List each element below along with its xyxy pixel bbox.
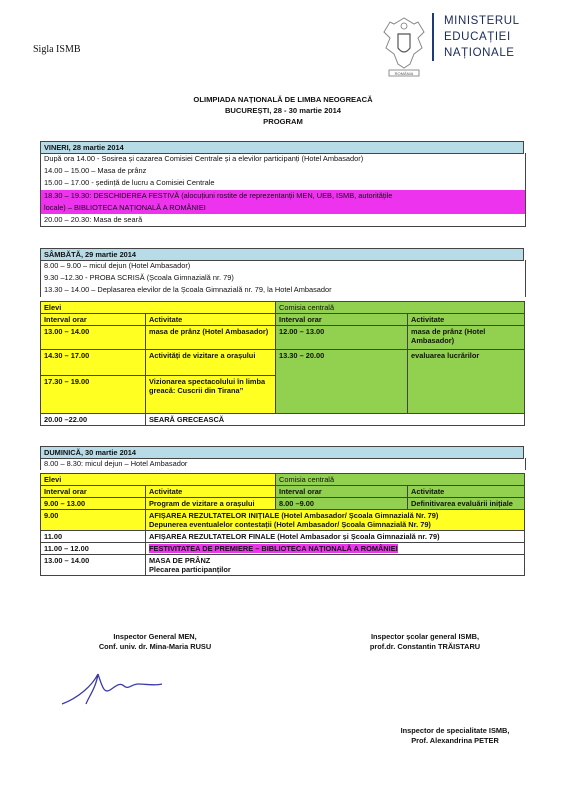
day3-schedule (40, 458, 526, 470)
handwritten-signature (58, 664, 178, 714)
left-signatory-title: Inspector General MEN, (113, 632, 197, 641)
day2-schedule (40, 260, 526, 297)
document-title (0, 94, 566, 127)
bottom-signatory-title: Inspector de specialitate ISMB, (400, 726, 510, 735)
day1-item-highlight: locale) – BIBLIOTECA NAȚIONALĂ A ROMÂNIEI (41, 202, 525, 214)
commission-activity: evaluarea lucrărilor (408, 350, 525, 414)
students-group-header: Elevi (41, 474, 276, 486)
col-interval-header: Interval orar (41, 314, 146, 326)
title-line-2: BUCUREȘTI, 28 - 30 martie 2014 (224, 106, 342, 115)
students-activity: Vizionarea spectacolului în limba greacă: Cuscrii din Tirana” (146, 376, 276, 414)
title-line-3: PROGRAM (263, 117, 303, 126)
appeals-line: Depunerea eventualelor contestații (Hotel Ambasador/ Școala Gimnazială Nr. 79) (149, 520, 431, 529)
day1-item: 14.00 – 15.00 – Masa de prânz (44, 166, 147, 176)
initial-results-activity (146, 510, 525, 531)
bottom-signatory-name: Prof. Alexandrina PETER (411, 736, 499, 745)
commission-activity: masa de prânz (Hotel Ambasador) (408, 326, 525, 350)
students-time: 13.00 – 14.00 (41, 326, 146, 350)
students-activity: Activități de vizitare a orașului (146, 350, 276, 376)
evening-time: 20.00 –22.00 (41, 414, 146, 426)
day2-item: 9.30 –12.30 - PROBA SCRISĂ (Școala Gimnazială nr. 79) (44, 273, 234, 283)
signature-block-left (60, 632, 250, 652)
col-interval-header: Interval orar (276, 314, 408, 326)
day2-program-table (40, 301, 525, 426)
commission-group-header: Comisia centrală (276, 474, 525, 486)
sigla-placeholder: Sigla ISMB (33, 44, 81, 55)
ministry-line-3: NAȚIONALE (444, 47, 515, 59)
ministry-name (432, 13, 520, 61)
students-time: 9.00 – 13.00 (41, 498, 146, 510)
title-line-1: OLIMPIADA NAȚIONALĂ DE LIMBA NEOGREACĂ (193, 95, 373, 104)
right-signatory-title: Inspector școlar general ISMB, (370, 632, 480, 641)
left-signatory-name: Conf. univ. dr. Mina-Maria RUSU (98, 642, 212, 651)
day1-title: VINERI, 28 martie 2014 (41, 142, 524, 154)
final-results-time: 11.00 (41, 531, 146, 543)
day1-item: 20.00 – 20.30: Masa de seară (44, 214, 143, 224)
students-group-header: Elevi (41, 302, 276, 314)
day3-title: DUMINICĂ, 30 martie 2014 (41, 447, 524, 459)
col-activity-header: Activitate (408, 486, 525, 498)
col-interval-header: Interval orar (276, 486, 408, 498)
awards-highlight: FESTIVITATEA DE PREMIERE – BIBLIOTECA NAȚIONALĂ A ROMÂNIEI (149, 544, 398, 553)
day1-schedule (40, 153, 526, 227)
col-interval-header: Interval orar (41, 486, 146, 498)
awards-time: 11.00 – 12.00 (41, 543, 146, 555)
day3-program-table (40, 473, 525, 576)
day1-item: 15.00 – 17.00 - ședință de lucru a Comisiei Centrale (44, 178, 215, 188)
ministry-line-1: MINISTERUL (444, 15, 520, 27)
coat-of-arms-logo (380, 14, 428, 78)
day2-item: 8.00 – 9.00 – micul dejun (Hotel Ambasador) (44, 261, 191, 270)
commission-time: 12.00 – 13.00 (276, 326, 408, 350)
lunch-time: 13.00 – 14.00 (41, 555, 146, 576)
col-activity-header: Activitate (146, 486, 276, 498)
signature-block-right (330, 632, 520, 652)
initial-results-line: AFIȘAREA REZULTATELOR INIȚIALE (Hotel Ambasador/ Școala Gimnazială Nr. 79) (149, 511, 439, 520)
students-activity: Program de vizitare a orașului (146, 498, 276, 510)
signature-block-bottom (360, 726, 550, 746)
right-signatory-name: prof.dr. Constantin TRĂISTARU (369, 642, 481, 651)
day2-title: SÂMBĂTĂ, 29 martie 2014 (41, 249, 524, 261)
commission-time: 13.30 – 20.00 (276, 350, 408, 414)
day1-item-highlight: 18.30 – 19.30: DESCHIDEREA FESTIVĂ (alocuțiuni rostite de reprezentanții MEN, UEB, ISMB, autoritățile (41, 190, 525, 202)
awards-activity (146, 543, 525, 555)
commission-activity: Definitivarea evaluării inițiale (408, 498, 525, 510)
day3-item: 8.00 – 8.30: micul dejun – Hotel Ambasador (44, 459, 188, 468)
departure-line: Plecarea participanților (149, 565, 231, 574)
evening-activity: SEARĂ GRECEASCĂ (146, 414, 525, 426)
students-time: 14.30 – 17.00 (41, 350, 146, 376)
students-activity: masa de prânz (Hotel Ambasador) (146, 326, 276, 350)
day1-item: După ora 14.00 - Sosirea și cazarea Comisiei Centrale și a elevilor participanți (Hotel Ambasador) (44, 154, 364, 163)
final-results-activity: AFIȘAREA REZULTATELOR FINALE (Hotel Ambasador și Școala Gimnazială nr. 79) (146, 531, 525, 543)
commission-group-header: Comisia centrală (276, 302, 525, 314)
logo-caption: ROMÂNIA (394, 71, 414, 76)
commission-time: 8.00 –9.00 (276, 498, 408, 510)
col-activity-header: Activitate (408, 314, 525, 326)
lunch-activity (146, 555, 525, 576)
initial-results-time: 9.00 (41, 510, 146, 531)
students-time: 17.30 – 19.00 (41, 376, 146, 414)
day2-item: 13.30 – 14.00 – Deplasarea elevilor de la Școala Gimnazială nr. 79, la Hotel Ambasador (44, 285, 332, 295)
lunch-line: MASA DE PRÂNZ (149, 556, 211, 565)
col-activity-header: Activitate (146, 314, 276, 326)
ministry-line-2: EDUCAȚIEI (444, 31, 511, 43)
